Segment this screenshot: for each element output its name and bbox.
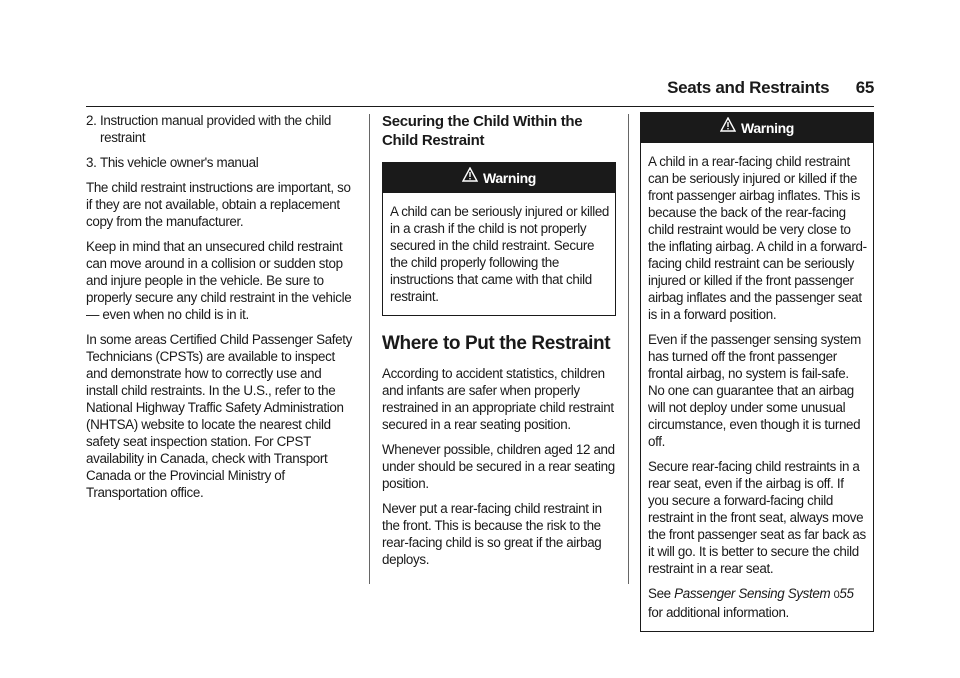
paragraph: According to accident statistics, children and infants are safer when properly restrained in an appropriate child restraint secured in a rear seating position. xyxy=(382,366,614,432)
warning-title: Warning xyxy=(740,120,795,136)
column-1 xyxy=(86,112,356,509)
paragraph: Never put a rear-facing child restraint in the front. This is because the risk to the rear-facing child is so great if the airbag deploys. xyxy=(382,501,602,567)
warning-header xyxy=(641,113,873,143)
cross-reference-link[interactable]: Passenger Sensing System xyxy=(674,586,831,601)
warning-box xyxy=(382,162,616,316)
page-number: 65 xyxy=(855,78,874,97)
section-title: Seats and Restraints xyxy=(667,78,830,97)
section-heading: Where to Put the Restraint xyxy=(382,333,611,354)
header-rule xyxy=(86,106,874,107)
paragraph: In some areas Certified Child Passenger Safety Technicians (CPSTs) are available to inspect and demonstrate how to correctly use and install child restraints. In the U.S., refer to the National Highway Traffic Safety Administration (NHTSA) website to locate the nearest child safety seat inspection station. For CPST availability in Canada, check with Transport Canada or the Provincial Ministry of Transportation office. xyxy=(86,332,352,500)
cross-reference: See Passenger Sensing System 055 for additional information. xyxy=(648,586,854,620)
paragraph: The child restraint instructions are important, so if they are not available, obtain a replacement copy from the manufacturer. xyxy=(86,180,351,229)
column-divider-1 xyxy=(369,114,370,584)
warning-title: Warning xyxy=(482,170,537,186)
paragraph: Whenever possible, children aged 12 and under should be secured in a rear seating position. xyxy=(382,442,615,491)
warning-triangle-icon xyxy=(720,112,736,142)
column-divider-2 xyxy=(628,114,629,584)
column-3 xyxy=(640,112,874,642)
page-header xyxy=(667,78,874,98)
list-item: 2. Instruction manual provided with the child restraint xyxy=(86,113,331,145)
warning-triangle-icon xyxy=(462,162,478,192)
subheading: Securing the Child Within the Child Restraint xyxy=(382,113,583,149)
page-ref-number[interactable]: 55 xyxy=(839,586,854,601)
warning-header xyxy=(383,163,615,193)
warning-text: A child in a rear-facing child restraint can be seriously injured or killed if the front passenger airbag inflates. This is because the back of the rear-facing child restraint would be very close to the inflating airbag. A child in a forward-facing child restraint can be seriously injured or killed if the front passenger airbag inflates and the passenger seat is in a forward position. xyxy=(648,154,867,322)
warning-text: Even if the passenger sensing system has turned off the front passenger frontal airbag, no system is fail-safe. No one can guarantee that an airbag will not deploy under some unusual circumstance, even though it is turned off. xyxy=(648,332,861,449)
warning-box xyxy=(640,112,874,632)
page-ref-arrow-icon: 0 xyxy=(833,589,840,601)
column-2 xyxy=(382,112,616,576)
list-item: 3. This vehicle owner's manual xyxy=(86,155,259,170)
warning-text: A child can be seriously injured or killed in a crash if the child is not properly secured in the child restraint. Secure the child properly following the instructions that came with that child restraint. xyxy=(390,204,610,304)
warning-text: Secure rear-facing child restraints in a rear seat, even if the airbag is off. If you secure a forward-facing child restraint in the front seat, always move the front passenger seat as far back as it will go. It is better to secure the child restraint in a rear seat. xyxy=(648,459,866,576)
paragraph: Keep in mind that an unsecured child restraint can move around in a collision or sudden stop and injure people in the vehicle. Be sure to properly secure any child restraint in the vehicle — even when no child is in it. xyxy=(86,239,352,322)
